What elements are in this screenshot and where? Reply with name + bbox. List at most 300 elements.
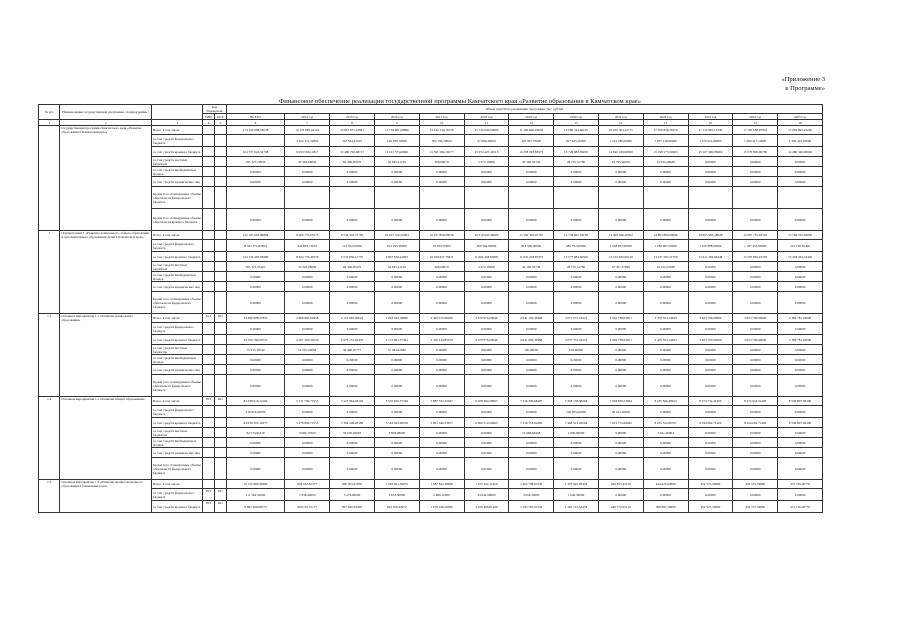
- amount-cell: 0,00000: [733, 428, 778, 438]
- amount-cell: 2 579 976,09946: [464, 335, 509, 345]
- amount-cell: 0,00000: [509, 406, 554, 418]
- grbs-code: 813: [203, 397, 215, 406]
- amount-cell: 908 305,97650: [330, 480, 375, 489]
- amount-cell: 1 048,50000: [554, 489, 599, 501]
- grbs-code: [203, 345, 215, 355]
- header-sub-8: 2019 год: [509, 114, 554, 120]
- amount-cell: 3 479 353,54645: [643, 314, 688, 323]
- amount-cell: 10 179 089,42144: [285, 126, 330, 135]
- amount-cell: 0,00000: [733, 262, 778, 272]
- amount-cell: 0,00000: [374, 365, 419, 375]
- amount-cell: 1 250 888,90000: [688, 240, 733, 252]
- amount-cell: 0,00000: [419, 365, 464, 375]
- amount-cell: 13 597 802,01593: [733, 252, 778, 262]
- amount-cell: 0,00000: [733, 167, 778, 177]
- table-row: [39, 262, 823, 272]
- amount-cell: 0,00000: [330, 272, 375, 282]
- amount-cell: 0,00000: [464, 323, 509, 335]
- amount-cell: 0,00000: [733, 355, 778, 365]
- amount-cell: 2 350 134,85978: [419, 335, 464, 345]
- grbs-code: [203, 418, 215, 428]
- amount-cell: 36 480,07777: [330, 345, 375, 355]
- amount-cell: 0,00000: [464, 167, 509, 177]
- amount-cell: 10 257 896,06036: [419, 231, 464, 240]
- amount-cell: 1 197 455,90000: [733, 240, 778, 252]
- amount-cell: 0,00000: [598, 177, 643, 187]
- header-sub-7: 2018 год: [464, 114, 509, 120]
- amount-cell: 8 274 952,21400: [733, 397, 778, 406]
- amount-cell: 0,00000: [643, 448, 688, 458]
- csr-code: [214, 157, 226, 167]
- amount-cell: 0,00000: [285, 375, 330, 397]
- csr-code: [214, 428, 226, 438]
- amount-cell: 9 897 996,08573: [226, 501, 285, 513]
- funding-source: Всего, в том числе:: [152, 480, 203, 489]
- amount-cell: 13 237 267,41700: [643, 252, 688, 262]
- amount-cell: 0,00000: [778, 345, 823, 355]
- csr-code: [214, 335, 226, 345]
- amount-cell: 13 577 984,66506: [554, 252, 599, 262]
- amount-cell: 39 394,06650: [285, 157, 330, 167]
- grbs-code: [203, 157, 215, 167]
- amount-cell: 8 194 062,71400: [688, 418, 733, 428]
- grbs-code: [203, 292, 215, 314]
- amount-cell: 8 235 552,00767: [643, 418, 688, 428]
- section-number: 1.2: [39, 397, 60, 480]
- amount-cell: 5 274,00000: [330, 489, 375, 501]
- amount-cell: 0,00000: [688, 489, 733, 501]
- amount-cell: 0,00000: [643, 406, 688, 418]
- amount-cell: 3 082,72500: [285, 428, 330, 438]
- amount-cell: 0,00000: [554, 365, 599, 375]
- amount-cell: 15 498 575,50603: [643, 147, 688, 157]
- amount-cell: 0,00000: [509, 458, 554, 480]
- section-number: [39, 126, 60, 231]
- amount-cell: 216 816,00000: [226, 406, 285, 418]
- amount-cell: 0,00000: [226, 365, 285, 375]
- amount-cell: 0,00000: [509, 167, 554, 177]
- amount-cell: [330, 187, 375, 209]
- section-name: Основное мероприятие 1.1 «Развитие дошкольного образования»: [60, 314, 152, 397]
- amount-cell: 0,00000: [733, 458, 778, 480]
- amount-cell: 3 021,20004: [643, 428, 688, 438]
- amount-cell: 2 866 902,64938: [285, 314, 330, 323]
- table-row: [39, 314, 823, 323]
- amount-cell: 0,00000: [509, 282, 554, 292]
- amount-cell: 0,00000: [778, 292, 823, 314]
- amount-cell: 0,00000: [419, 282, 464, 292]
- amount-cell: 111 584,50000: [226, 489, 285, 501]
- amount-cell: 3 362 738,05871: [598, 335, 643, 345]
- amount-cell: 1 370 621,60000: [688, 135, 733, 147]
- csr-code: [214, 209, 226, 231]
- amount-cell: [688, 187, 733, 209]
- amount-cell: 15 092 695,23200: [778, 126, 823, 135]
- amount-cell: 0,00000: [374, 292, 419, 314]
- amount-cell: 0,00000: [330, 448, 375, 458]
- amount-cell: 100 005,00000: [554, 406, 599, 418]
- amount-cell: 14 739 902,19139: [554, 231, 599, 240]
- amount-cell: 0,00000: [419, 323, 464, 335]
- amount-cell: 291 106,56400: [778, 240, 823, 252]
- table-row: [39, 167, 823, 177]
- amount-cell: 0,00000: [374, 209, 419, 231]
- amount-cell: 0,00000: [688, 167, 733, 177]
- amount-cell: 0,00000: [688, 209, 733, 231]
- column-number: 11: [464, 120, 509, 126]
- amount-cell: 1 302 191,52454: [554, 501, 599, 513]
- csr-code: [214, 418, 226, 428]
- amount-cell: 446 772,05212: [598, 501, 643, 513]
- amount-cell: 7 815 772,66962: [598, 418, 643, 428]
- grbs-code: [203, 406, 215, 418]
- table-row: [39, 418, 823, 428]
- amount-cell: 1 087 843,28608: [419, 480, 464, 489]
- column-number: 8: [330, 120, 375, 126]
- section-number: 1.1: [39, 314, 60, 397]
- amount-cell: 897 620,59458: [330, 501, 375, 513]
- amount-cell: 804 052,61377: [285, 480, 330, 489]
- grbs-code: [203, 231, 215, 240]
- grbs-code: [203, 126, 215, 135]
- amount-cell: 0,00000: [554, 458, 599, 480]
- amount-cell: 11 739 461,08896: [374, 126, 419, 135]
- amount-cell: 3 623 700,00000: [688, 314, 733, 323]
- amount-cell: 0,00000: [464, 355, 509, 365]
- amount-cell: 0,00000: [733, 406, 778, 418]
- amount-cell: 9 050 596,11817: [285, 147, 330, 157]
- amount-cell: 14 238 093,83973: [509, 147, 554, 157]
- table-row: [39, 365, 823, 375]
- amount-cell: 0,00000: [330, 438, 375, 448]
- grbs-code: [203, 438, 215, 448]
- amount-cell: 3 803,28000: [374, 428, 419, 438]
- amount-cell: 75 935,38740: [226, 345, 285, 355]
- amount-cell: 0,00000: [778, 272, 823, 282]
- grbs-code: [203, 323, 215, 335]
- header-budget-codes: Код бюджетной: [203, 105, 226, 114]
- amount-cell: [509, 187, 554, 209]
- amount-cell: 6 060 512,26965: [464, 418, 509, 428]
- amount-cell: 0,00000: [554, 448, 599, 458]
- funding-source: Всего, в том числе:: [152, 231, 203, 240]
- amount-cell: 0,00000: [226, 458, 285, 480]
- amount-cell: 18 184,70000: [419, 240, 464, 252]
- amount-cell: 5 543 365,69558: [374, 418, 419, 428]
- amount-cell: 0,00000: [464, 428, 509, 438]
- amount-cell: 126 030,70000: [374, 135, 419, 147]
- amount-cell: 16 060 543,90105: [554, 126, 599, 135]
- funding-source: за счет средств местных бюджетов: [152, 345, 203, 355]
- amount-cell: [226, 135, 285, 147]
- amount-cell: 0,00000: [778, 489, 823, 501]
- amount-cell: 8 900 775,05575: [285, 231, 330, 240]
- csr-code: 021: [214, 314, 226, 323]
- amount-cell: 0,00000: [688, 323, 733, 335]
- amount-cell: 33 109,02993: [330, 428, 375, 438]
- amount-cell: 0,00000: [285, 177, 330, 187]
- amount-cell: 994 050,42072: [374, 501, 419, 513]
- csr-code: [214, 292, 226, 314]
- amount-cell: 0,00000: [374, 438, 419, 448]
- amount-cell: 0,00000: [688, 292, 733, 314]
- csr-code: [214, 147, 226, 157]
- amount-cell: 143 134 495,03680: [226, 252, 285, 262]
- amount-cell: [554, 187, 599, 209]
- table-row: [39, 323, 823, 335]
- amount-cell: 0,00000: [733, 209, 778, 231]
- amount-cell: 2 172 603,20622: [330, 314, 375, 323]
- csr-code: [214, 480, 226, 489]
- amount-cell: 0,00000: [554, 209, 599, 231]
- header-sub-5: 2016 год: [374, 114, 419, 120]
- funding-source: за счет средств краевого бюджета: [152, 501, 203, 513]
- column-number: 5: [214, 120, 226, 126]
- grbs-code: [203, 375, 215, 397]
- amount-cell: 0,00000: [509, 323, 554, 335]
- section-name: Подпрограмма 1 «Развитие дошкольного, общего образования и дополнительного образования детей в Камчатском крае»: [60, 231, 152, 314]
- amount-cell: 5 086,10000: [419, 489, 464, 501]
- funding-source: Кроме того, планируемые объемы обязательств федерального бюджета: [152, 375, 203, 397]
- amount-cell: 2 941 192,30488: [509, 314, 554, 323]
- amount-cell: 7 468 313,26694: [554, 418, 599, 428]
- amount-cell: 0,00000: [509, 292, 554, 314]
- amount-cell: 0,00000: [598, 375, 643, 397]
- funding-source: за счет средств федерального бюджета: [152, 489, 203, 501]
- section-number: 1: [39, 231, 60, 314]
- csr-code: [214, 262, 226, 272]
- amount-cell: 0,00000: [419, 209, 464, 231]
- column-number: 6: [226, 120, 285, 126]
- amount-cell: 454 575,34800: [733, 480, 778, 489]
- amount-cell: 0,00000: [419, 448, 464, 458]
- header-sub-1: ЦСР: [214, 114, 226, 120]
- table-row: [39, 375, 823, 397]
- amount-cell: 0,00000: [509, 448, 554, 458]
- column-number: 10: [419, 120, 464, 126]
- amount-cell: 0,00000: [643, 272, 688, 282]
- table-row: [39, 126, 823, 135]
- table-row: [39, 501, 823, 513]
- amount-cell: 9 897 536,22903: [374, 252, 419, 262]
- table-row: [39, 282, 823, 292]
- amount-cell: 0,00000: [688, 282, 733, 292]
- amount-cell: 100,00000: [509, 345, 554, 355]
- amount-cell: 0,00000: [778, 355, 823, 365]
- amount-cell: 15 570 806,00780: [733, 147, 778, 157]
- table-row: [39, 209, 823, 231]
- amount-cell: 818 596,90000: [509, 240, 554, 252]
- amount-cell: 0,00000: [778, 438, 823, 448]
- table-row: [39, 177, 823, 187]
- amount-cell: 0,00000: [285, 282, 330, 292]
- amount-cell: 5 178 806,72553: [285, 418, 330, 428]
- amount-cell: 0,00000: [778, 167, 823, 177]
- grbs-code: [203, 365, 215, 375]
- amount-cell: 9 534 318,75760: [330, 231, 375, 240]
- amount-cell: 5 507 020,37549: [374, 397, 419, 406]
- amount-cell: 0,00000: [598, 209, 643, 231]
- amount-cell: 82 396,87970: [330, 262, 375, 272]
- funding-source: за счет средств внебюджетных фондов: [152, 355, 203, 365]
- amount-cell: 14 309 586,40302: [598, 231, 643, 240]
- amount-cell: 454 525,34800: [688, 501, 733, 513]
- column-number: 4: [203, 120, 215, 126]
- amount-cell: 164 737 624,32708: [226, 147, 285, 157]
- amount-cell: 0,00000: [733, 292, 778, 314]
- header-sub-9: 2020 год: [554, 114, 599, 120]
- funding-source: за счет средств краевого бюджета: [152, 335, 203, 345]
- amount-cell: 2 262 042,38690: [374, 314, 419, 323]
- amount-cell: 16 055 504,12771: [598, 126, 643, 135]
- table-row: [39, 489, 823, 501]
- amount-cell: 0,00000: [464, 375, 509, 397]
- amount-cell: 1 389 417,10000: [733, 135, 778, 147]
- amount-cell: 37 394,02686: [374, 345, 419, 355]
- amount-cell: 0,00000: [464, 406, 509, 418]
- amount-cell: 0,00000: [598, 282, 643, 292]
- amount-cell: 8 536 897,96100: [778, 418, 823, 428]
- amount-cell: 8 325 372,87804: [226, 240, 285, 252]
- funding-source: за счет средств юридических лиц: [152, 448, 203, 458]
- amount-cell: 0,00000: [554, 177, 599, 187]
- amount-cell: 0,00000: [688, 438, 733, 448]
- amount-cell: 0,00000: [374, 272, 419, 282]
- funding-source: Кроме того, планируемые объемы обязательств федерального бюджета: [152, 292, 203, 314]
- amount-cell: 14 480 340,00000: [778, 147, 823, 157]
- amount-cell: 1 255 162,11409: [464, 480, 509, 489]
- csr-code: [214, 272, 226, 282]
- amount-cell: 2 072,19000: [464, 157, 509, 167]
- amount-cell: 10 125 660,98380: [226, 480, 285, 489]
- grbs-code: 813: [203, 489, 215, 501]
- amount-cell: 206,00970: [419, 262, 464, 272]
- amount-cell: 0,00000: [643, 345, 688, 355]
- amount-cell: 595 327,70930: [226, 157, 285, 167]
- amount-cell: 10 867 677,22891: [330, 126, 375, 135]
- amount-cell: 84 039 703,16375: [226, 418, 285, 428]
- amount-cell: 1 057 140,60000: [643, 135, 688, 147]
- amount-cell: 0,00000: [464, 365, 509, 375]
- amount-cell: 0,00000: [226, 448, 285, 458]
- amount-cell: 0,00000: [598, 292, 643, 314]
- amount-cell: 0,00000: [464, 292, 509, 314]
- amount-cell: 1 063 841,39072: [374, 480, 419, 489]
- amount-cell: 0,00000: [733, 375, 778, 397]
- amount-cell: 0,00000: [643, 323, 688, 335]
- amount-cell: 9 531 630,12707: [330, 252, 375, 262]
- amount-cell: [778, 187, 823, 209]
- amount-cell: 1 307 945,85454: [554, 480, 599, 489]
- amount-cell: [374, 187, 419, 209]
- amount-cell: 13 102 182,00319: [598, 252, 643, 262]
- amount-cell: 0,00000: [464, 272, 509, 282]
- amount-cell: 0,00000: [598, 272, 643, 282]
- amount-cell: 0,00000: [643, 167, 688, 177]
- amount-cell: 0,00000: [285, 323, 330, 335]
- amount-cell: 0,00000: [419, 345, 464, 355]
- csr-code: [214, 187, 226, 209]
- amount-cell: 0,00000: [285, 355, 330, 365]
- csr-code: [214, 406, 226, 418]
- amount-cell: 0,00000: [688, 345, 733, 355]
- amount-cell: 7 829 839,53064: [598, 397, 643, 406]
- header-no: № п/п: [39, 105, 60, 120]
- amount-cell: 0,00000: [688, 355, 733, 365]
- amount-cell: 0,00000: [226, 323, 285, 335]
- amount-cell: 174 150 008,78078: [226, 126, 285, 135]
- amount-cell: 6 308 382,28963: [464, 397, 509, 406]
- amount-cell: 446 855,45216: [598, 480, 643, 489]
- amount-cell: 0,00000: [226, 375, 285, 397]
- amount-cell: 34 642,80000: [464, 489, 509, 501]
- amount-cell: 34 932,28648: [643, 157, 688, 167]
- column-number: 18: [778, 120, 823, 126]
- grbs-code: [203, 335, 215, 345]
- amount-cell: 0,00000: [643, 177, 688, 187]
- grbs-code: [203, 428, 215, 438]
- table-row: [39, 187, 823, 209]
- amount-cell: 5 427 964,03292: [330, 397, 375, 406]
- amount-cell: 2 841 092,30488: [509, 335, 554, 345]
- grbs-code: [203, 177, 215, 187]
- amount-cell: 0,00000: [509, 209, 554, 231]
- amount-cell: 14 605 983,28648: [688, 231, 733, 240]
- amount-cell: 0,00000: [554, 282, 599, 292]
- amount-cell: 0,00000: [285, 167, 330, 177]
- amount-cell: 0,00000: [554, 375, 599, 397]
- amount-cell: 0,00000: [643, 365, 688, 375]
- amount-cell: 595 372,35467: [226, 262, 285, 272]
- amount-cell: 28 735,51760: [554, 157, 599, 167]
- amount-cell: 241 603,13010: [285, 240, 330, 252]
- amount-cell: 405 947,70000: [509, 135, 554, 147]
- amount-cell: 472 726,00776: [778, 480, 823, 489]
- table-row: [39, 135, 823, 147]
- csr-code: 021: [214, 397, 226, 406]
- amount-cell: 454 575,34800: [688, 480, 733, 489]
- funding-source: Всего, в том числе:: [152, 314, 203, 323]
- column-number: 3: [152, 120, 203, 126]
- amount-cell: 0,00000: [643, 489, 688, 501]
- table-row: [39, 428, 823, 438]
- amount-cell: 0,00000: [419, 428, 464, 438]
- grbs-code: [203, 252, 215, 262]
- amount-cell: 0,00000: [330, 167, 375, 177]
- amount-cell: 0,00000: [733, 438, 778, 448]
- amount-cell: 0,00000: [374, 448, 419, 458]
- csr-code: [214, 177, 226, 187]
- funding-source: за счет средств юридических лиц: [152, 282, 203, 292]
- amount-cell: 1 293 581,67230: [509, 501, 554, 513]
- amount-cell: 368 897,34800: [643, 501, 688, 513]
- amount-cell: 3 037 372,19472: [554, 335, 599, 345]
- amount-cell: 0,00000: [374, 406, 419, 418]
- funding-source: за счет средств федерального бюджета: [152, 406, 203, 418]
- funding-source: Всего, в том числе:: [152, 126, 203, 135]
- table-body: [39, 120, 823, 513]
- header-volume: Объем средств на реализацию программы, тыс. рублей: [226, 105, 822, 114]
- csr-code: [214, 252, 226, 262]
- amount-cell: 34 666 688,27853: [226, 314, 285, 323]
- header-sub-3: 2014 год: [285, 114, 330, 120]
- column-number: 9: [374, 120, 419, 126]
- table-row: [39, 272, 823, 282]
- amount-cell: 0,00000: [554, 292, 599, 314]
- amount-cell: 5 384 198,20589: [330, 418, 375, 428]
- amount-cell: 0,00000: [778, 428, 823, 438]
- amount-cell: 0,00000: [464, 458, 509, 480]
